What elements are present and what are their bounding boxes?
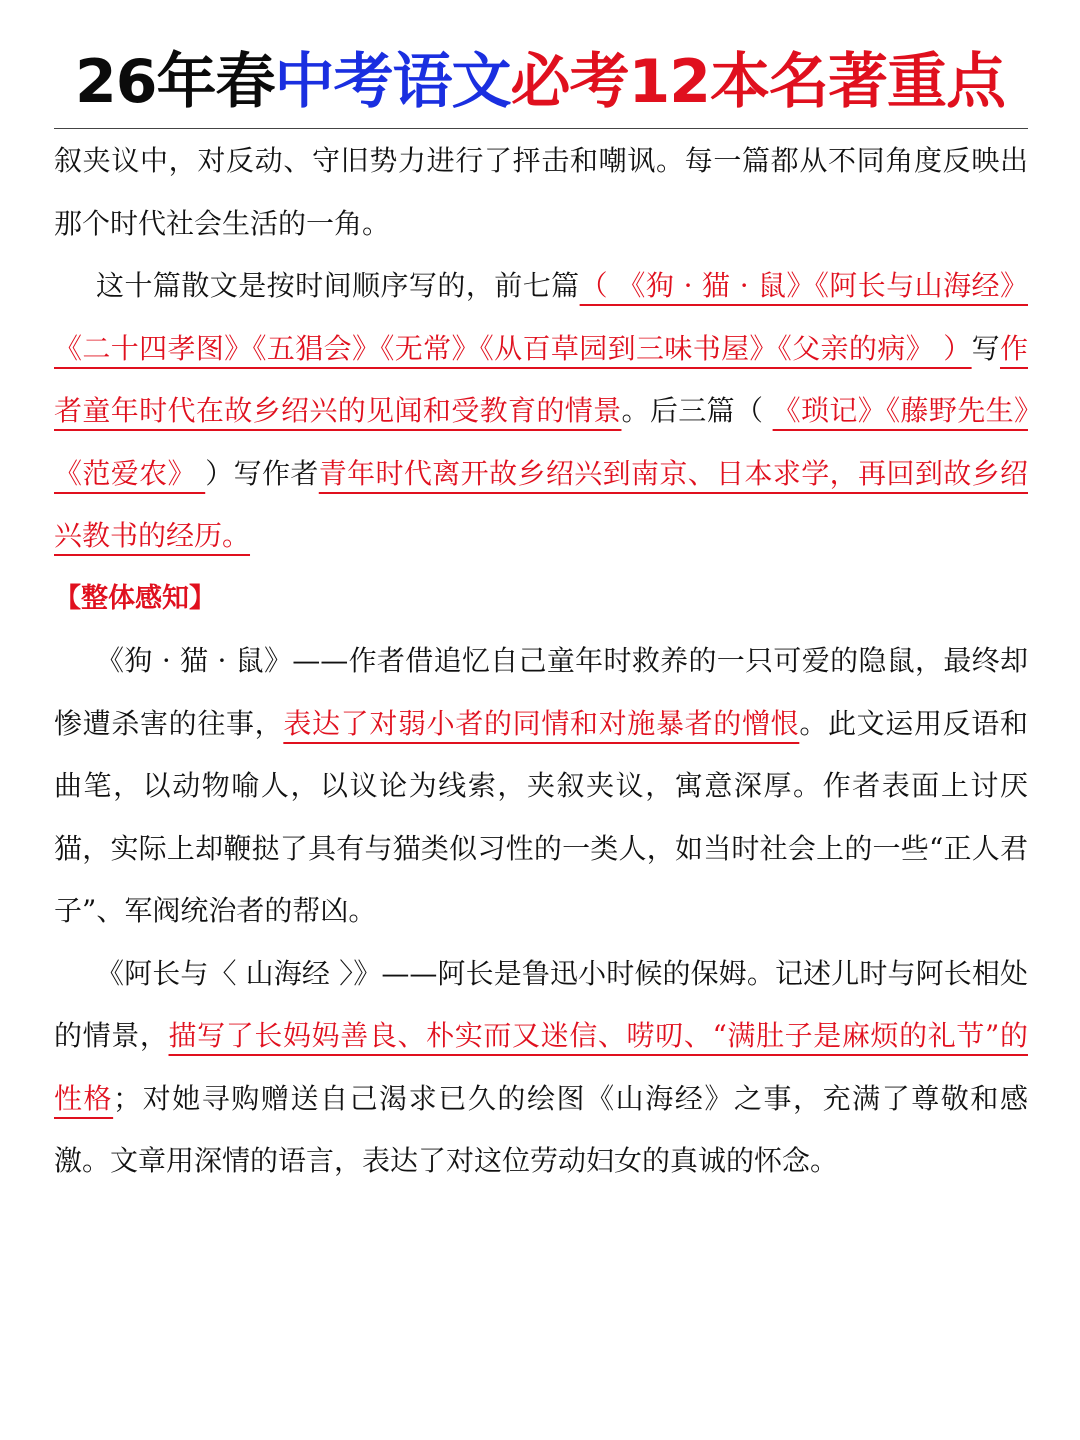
paragraph-structure (54, 255, 1028, 568)
paragraph-intro: 叙夹议中，对反动、守旧势力进行了抨击和嘲讽。每一篇都从不同角度反映出那个时代社会生活的一角。 (54, 144, 1028, 240)
paragraph-a-chang (54, 943, 1028, 1193)
paragraph-text: 。后三篇（ (621, 394, 773, 427)
highlight-last-three: 《琐记》《藤野先生》《范爱农》 (54, 394, 1028, 490)
highlight-character: 描写了长妈妈善良、朴实而又迷信、唠叨、“满肚子是麻烦的礼节”的性格 (54, 1019, 1028, 1115)
title-part-year: 26年春 (75, 47, 275, 117)
paragraph-text: 《狗 · 猫 · 鼠》——作者借追忆自己童年时救养的一只可爱的隐鼠，最终却惨遭杀害的往事， (54, 644, 1028, 740)
paragraph-text: ）写作者 (205, 456, 319, 490)
title-part-subject: 中考语文 (274, 47, 511, 117)
paragraph-text: 。此文运用反语和曲笔，以动物喻人，以议论为线索，夹叙夹议，寓意深厚。作者表面上讨厌猫，实际上却鞭挞了具有与猫类似习性的一类人，如当时社会上的一些“正人君子”、军阀统治者的帮凶。 (54, 706, 1028, 927)
paragraph-dog-cat-mouse (54, 630, 1028, 943)
highlight-first-seven: （ 《狗 · 猫 · 鼠》《阿长与山海经》《二十四孝图》《五猖会》《无常》《从百草园到三味书屋》《父亲的病》 ） (54, 269, 1028, 365)
highlight-youth: 青年时代离开故乡绍兴到南京、日本求学，再回到故乡绍兴教书的经历。 (54, 456, 1028, 552)
document-body (54, 130, 1028, 1193)
highlight-theme: 表达了对弱小者的同情和对施暴者的憎恨 (283, 706, 800, 740)
paragraph-text: 写 (971, 331, 1000, 365)
paragraph-text: 这十篇散文是按时间顺序写的，前七篇 (96, 269, 580, 302)
paragraph-text: 《阿长与〈 山海经 〉》——阿长是鲁迅小时候的保姆。记述儿时与阿长相处的情景， (54, 956, 1028, 1052)
section-heading: 【整体感知】 (54, 582, 216, 614)
highlight-childhood: 作者童年时代在故乡绍兴的见闻和受教育的情景 (54, 331, 1028, 427)
title-part-topic: 必考12本名著重点 (510, 47, 1005, 117)
page-title (0, 44, 1080, 120)
paragraph-text: ；对她寻购赠送自己渴求已久的绘图《山海经》之事，充满了尊敬和感激。文章用深情的语言，表达了对这位劳动妇女的真诚的怀念。 (54, 1081, 1028, 1177)
title-divider (54, 128, 1028, 129)
